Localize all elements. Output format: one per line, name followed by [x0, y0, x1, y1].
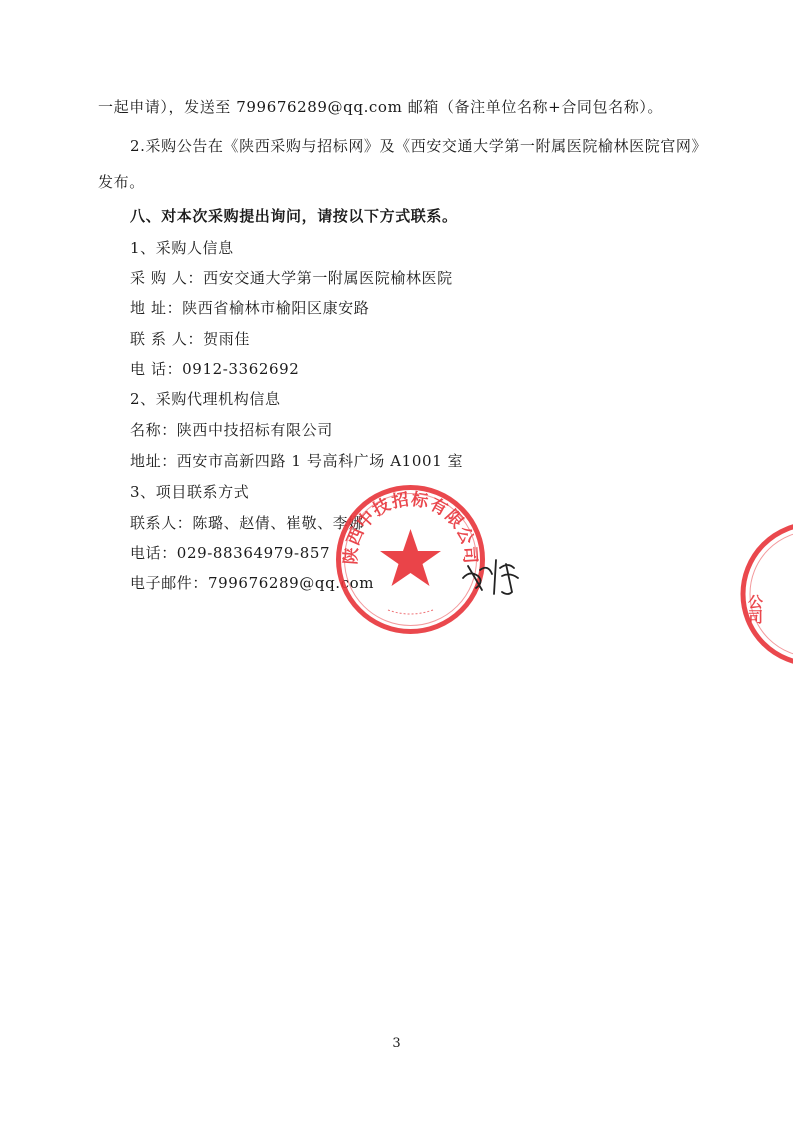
text-line-2: 2.采购公告在《陕西采购与招标网》及《西安交通大学第一附属医院榆林医院官网》: [130, 137, 708, 155]
text-line-9: 电 话：0912-3362692: [130, 360, 300, 378]
text-line-1: 一起申请），发送至 799676289@qq.com 邮箱（备注单位名称+合同包名称）。: [98, 98, 664, 116]
text-line-5: 1、采购人信息: [130, 239, 234, 257]
text-line-12: 地址：西安市高新四路 1 号高科广场 A1001 室: [130, 452, 464, 470]
partial-seal: [735, 522, 793, 667]
text-line-16: 电子邮件：799676289@qq.com: [130, 574, 375, 592]
partial-seal-text: 公司: [746, 594, 764, 624]
text-line-14: 联系人：陈璐、赵倩、崔敬、李娜: [130, 514, 365, 532]
text-line-13: 3、项目联系方式: [130, 483, 250, 501]
text-line-6: 采 购 人：西安交通大学第一附属医院榆林医院: [130, 269, 453, 287]
page-number: 3: [392, 1036, 401, 1051]
text-line-8: 联 系 人：贺雨佳: [130, 330, 250, 348]
text-line-3: 发布。: [98, 173, 145, 191]
seal-text: 陕西中技招标有限公司: [341, 489, 480, 566]
text-line-15: 电话：029-88364979-857: [130, 544, 331, 562]
section-heading: 八、对本次采购提出询问，请按以下方式联系。: [130, 207, 458, 225]
handwritten-signature: [458, 548, 528, 598]
text-line-10: 2、采购代理机构信息: [130, 390, 281, 408]
text-line-7: 地 址：陕西省榆林市榆阳区康安路: [130, 299, 370, 317]
text-line-11: 名称：陕西中技招标有限公司: [130, 421, 333, 439]
